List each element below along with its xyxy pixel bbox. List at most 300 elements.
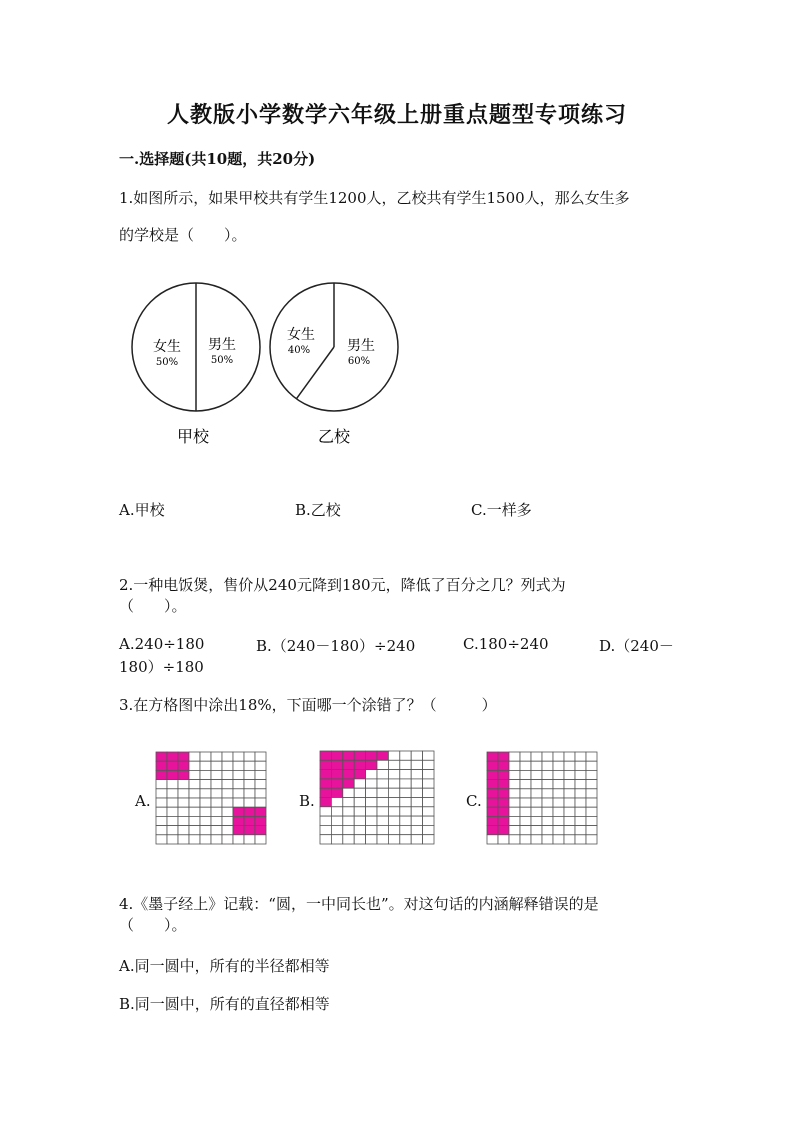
grid-cell: [244, 798, 255, 807]
grid-cell: [244, 835, 255, 844]
grid-cell: [189, 798, 200, 807]
grid-cell: [178, 816, 189, 825]
grid-cell: [586, 835, 597, 844]
grid-cell: [167, 807, 178, 816]
grid-cell: [200, 826, 211, 835]
grid-cell: [211, 770, 222, 779]
grid-cell: [354, 816, 365, 825]
grid-cell: [400, 798, 411, 807]
grid-cell: [553, 761, 564, 770]
q1-pie-figure: [0, 0, 794, 470]
grid-cell-filled: [498, 780, 509, 789]
grid-cell: [233, 780, 244, 789]
grid-cell: [167, 780, 178, 789]
grid-cell: [255, 835, 266, 844]
pie-chart-jia: [132, 283, 260, 446]
grid-cell: [331, 798, 342, 807]
grid-cell: [331, 835, 342, 844]
grid-cell: [244, 752, 255, 761]
grid-cell: [244, 770, 255, 779]
grid-cell: [222, 826, 233, 835]
grid-cell: [200, 798, 211, 807]
grid-cell: [320, 835, 331, 844]
grid-cell: [189, 770, 200, 779]
grid-cell: [388, 798, 399, 807]
grid-cell: [388, 807, 399, 816]
grid-cell: [575, 770, 586, 779]
grid-cell: [423, 835, 434, 844]
grid-cell: [531, 816, 542, 825]
grid-cell: [423, 816, 434, 825]
grid-cell: [520, 752, 531, 761]
grid-cell: [377, 770, 388, 779]
grid-cell: [178, 798, 189, 807]
grid-cell: [189, 752, 200, 761]
grid-cell: [520, 789, 531, 798]
grid-cell: [564, 826, 575, 835]
grid-cell: [189, 835, 200, 844]
grid-cell: [244, 789, 255, 798]
grid-cell: [343, 825, 354, 834]
grid-cell-filled: [498, 770, 509, 779]
grid-cell: [366, 798, 377, 807]
grid-cell: [564, 807, 575, 816]
grid-cell: [167, 816, 178, 825]
grid-cell: [531, 761, 542, 770]
grid-cell: [400, 770, 411, 779]
grid-cell: [377, 835, 388, 844]
grid-cell: [189, 761, 200, 770]
q1-option-b[interactable]: B.乙校: [295, 501, 341, 519]
grid-cell: [531, 826, 542, 835]
grid-cell: [542, 798, 553, 807]
grid-cell: [509, 752, 520, 761]
grid-cell: [520, 761, 531, 770]
grid-cell: [388, 779, 399, 788]
grid-cell: [222, 816, 233, 825]
grid-cell: [423, 751, 434, 760]
grid-cell-filled: [320, 770, 331, 779]
grid-cell-filled: [343, 751, 354, 760]
grid-cell: [222, 807, 233, 816]
grid-cell: [366, 825, 377, 834]
q1-option-a[interactable]: A.甲校: [119, 501, 165, 519]
pie-jia-girl-label: 女生: [153, 339, 181, 355]
grid-cell-filled: [487, 752, 498, 761]
grid-cell: [411, 816, 422, 825]
grid-cell: [531, 835, 542, 844]
grid-cell: [255, 761, 266, 770]
grid-cell: [520, 816, 531, 825]
grid-cell-filled: [331, 760, 342, 769]
grid-cell: [400, 825, 411, 834]
grid-cell: [542, 816, 553, 825]
grid-cell: [553, 835, 564, 844]
q1-text-line1: 1.如图所示，如果甲校共有学生1200人，乙校共有学生1500人，那么女生多: [119, 189, 630, 207]
grid-cell: [520, 835, 531, 844]
grid-cell: [411, 798, 422, 807]
grid-cell: [520, 780, 531, 789]
grid-cell: [531, 789, 542, 798]
grid-cell: [423, 760, 434, 769]
grid-cell-filled: [320, 751, 331, 760]
grid-cell: [178, 789, 189, 798]
grid-cell: [388, 816, 399, 825]
grid-cell: [564, 770, 575, 779]
grid-c: [487, 752, 597, 844]
grid-cell-filled: [354, 751, 365, 760]
grid-cell: [564, 816, 575, 825]
grid-cell-filled: [366, 751, 377, 760]
grid-cell: [542, 826, 553, 835]
grid-cell: [366, 788, 377, 797]
grid-cell: [564, 835, 575, 844]
grid-cell: [354, 798, 365, 807]
grid-cell: [423, 779, 434, 788]
grid-cell: [575, 835, 586, 844]
grid-cell-filled: [233, 826, 244, 835]
grid-cell: [553, 807, 564, 816]
grid-cell-filled: [354, 770, 365, 779]
grid-cell: [167, 798, 178, 807]
grid-cell: [586, 770, 597, 779]
grid-cell-filled: [498, 761, 509, 770]
q3-grid-label-b[interactable]: B.: [299, 792, 315, 810]
grid-cell: [200, 835, 211, 844]
grid-cell: [255, 789, 266, 798]
q2-text-line2: （ ）。: [119, 597, 187, 615]
grid-cell: [377, 825, 388, 834]
grid-cell: [320, 825, 331, 834]
grid-cell: [366, 770, 377, 779]
grid-cell: [400, 835, 411, 844]
grid-cell: [366, 807, 377, 816]
grid-cell: [509, 780, 520, 789]
grid-cell: [343, 798, 354, 807]
grid-cell-filled: [487, 798, 498, 807]
grid-cell-filled: [343, 779, 354, 788]
grid-cell: [509, 789, 520, 798]
grid-cell: [509, 770, 520, 779]
grid-cell-filled: [233, 807, 244, 816]
grid-cell: [156, 816, 167, 825]
grid-cell: [520, 770, 531, 779]
grid-cell: [211, 752, 222, 761]
grid-cell: [354, 825, 365, 834]
grid-cell: [377, 788, 388, 797]
grid-cell: [553, 752, 564, 761]
grid-cell: [366, 816, 377, 825]
grid-cell: [233, 789, 244, 798]
section-heading: 一.选择题(共10题，共20分): [119, 150, 316, 168]
grid-cell: [553, 798, 564, 807]
grid-cell: [189, 807, 200, 816]
grid-cell: [222, 752, 233, 761]
grid-cell: [211, 798, 222, 807]
q3-grid-label-a[interactable]: A.: [135, 792, 151, 810]
grid-cell: [343, 807, 354, 816]
q1-text-line2: 的学校是（ ）。: [119, 226, 247, 244]
pie-chart-yi: [270, 283, 398, 446]
grid-cell: [553, 770, 564, 779]
grid-cell: [575, 816, 586, 825]
grid-cell-filled: [178, 761, 189, 770]
grid-cell: [564, 798, 575, 807]
q2-option-d[interactable]: D.（240－: [599, 637, 674, 655]
q2-option-b[interactable]: B.（240－180）÷240: [256, 637, 416, 655]
grid-cell: [354, 779, 365, 788]
grid-cell: [331, 825, 342, 834]
grid-cell-filled: [498, 798, 509, 807]
grid-cell: [354, 788, 365, 797]
grid-cell: [411, 770, 422, 779]
grid-cell-filled: [255, 826, 266, 835]
grid-cell: [167, 835, 178, 844]
grid-cell: [400, 816, 411, 825]
grid-cell-filled: [178, 770, 189, 779]
grid-cell: [156, 835, 167, 844]
pie-jia-boy-label: 男生: [208, 337, 236, 353]
grid-cell-filled: [498, 826, 509, 835]
grid-cell: [233, 798, 244, 807]
grid-cell: [411, 779, 422, 788]
grid-cell: [509, 798, 520, 807]
grid-cell-filled: [487, 807, 498, 816]
grid-cell: [354, 807, 365, 816]
grid-cell: [542, 770, 553, 779]
q1-option-c[interactable]: C.一样多: [471, 501, 532, 519]
grid-cell: [377, 816, 388, 825]
grid-cell-filled: [233, 816, 244, 825]
q4-option-b[interactable]: B.同一圆中，所有的直径都相等: [119, 995, 330, 1013]
grid-cell: [553, 816, 564, 825]
grid-cell-filled: [320, 779, 331, 788]
grid-cell-filled: [255, 816, 266, 825]
grid-cell: [542, 807, 553, 816]
q3-grid-figures: [0, 740, 794, 850]
grid-cell: [575, 807, 586, 816]
q2-text-line1: 2.一种电饭煲，售价从240元降到180元，降低了百分之几？列式为: [119, 576, 566, 594]
grid-cell: [542, 780, 553, 789]
grid-cell: [233, 761, 244, 770]
grid-cell-filled: [167, 761, 178, 770]
grid-cell-filled: [498, 807, 509, 816]
grid-cell: [423, 770, 434, 779]
grid-cell: [156, 807, 167, 816]
grid-b: [320, 751, 434, 844]
q3-grid-label-c[interactable]: C.: [466, 792, 482, 810]
grid-cell: [343, 816, 354, 825]
grid-cell: [411, 788, 422, 797]
grid-cell: [377, 807, 388, 816]
grid-cell: [509, 835, 520, 844]
grid-cell: [388, 788, 399, 797]
q3-text-line1: 3.在方格图中涂出18%，下面哪一个涂错了？（ ）: [119, 696, 497, 714]
grid-cell: [411, 825, 422, 834]
grid-cell: [222, 761, 233, 770]
grid-cell: [233, 835, 244, 844]
grid-cell: [156, 798, 167, 807]
grid-cell: [586, 798, 597, 807]
grid-cell: [211, 789, 222, 798]
grid-cell: [520, 826, 531, 835]
pie-jia-boy-pct: 50%: [210, 355, 234, 366]
grid-cell: [178, 807, 189, 816]
grid-a: [156, 752, 266, 844]
grid-cell: [586, 807, 597, 816]
grid-cell-filled: [487, 789, 498, 798]
grid-cell: [586, 816, 597, 825]
grid-cell: [531, 798, 542, 807]
grid-cell: [343, 788, 354, 797]
grid-cell-filled: [487, 826, 498, 835]
grid-cell: [531, 807, 542, 816]
grid-cell: [377, 760, 388, 769]
grid-cell: [244, 761, 255, 770]
grid-cell: [211, 835, 222, 844]
grid-cell: [498, 835, 509, 844]
grid-cell: [520, 798, 531, 807]
pie-jia-girl-pct: 50%: [155, 357, 179, 368]
grid-cell-filled: [366, 760, 377, 769]
grid-cell-filled: [167, 770, 178, 779]
grid-cell-filled: [498, 816, 509, 825]
grid-cell-filled: [156, 752, 167, 761]
grid-cell: [331, 816, 342, 825]
grid-cell: [542, 752, 553, 761]
q4-text-line2: （ ）。: [119, 916, 187, 934]
grid-cell: [400, 788, 411, 797]
grid-cell: [244, 780, 255, 789]
grid-cell: [388, 751, 399, 760]
grid-cell: [388, 835, 399, 844]
grid-cell: [233, 770, 244, 779]
grid-cell: [178, 835, 189, 844]
grid-cell-filled: [487, 761, 498, 770]
grid-cell-filled: [331, 788, 342, 797]
grid-cell: [400, 807, 411, 816]
grid-cell: [156, 826, 167, 835]
grid-cell: [156, 789, 167, 798]
grid-cell: [200, 761, 211, 770]
grid-cell: [377, 798, 388, 807]
grid-cell: [388, 760, 399, 769]
grid-cell: [423, 798, 434, 807]
grid-cell: [255, 752, 266, 761]
grid-cell: [156, 780, 167, 789]
grid-cell: [423, 825, 434, 834]
grid-cell-filled: [156, 761, 167, 770]
q4-text-line1: 4.《墨子经上》记载：“圆，一中同长也”。对这句话的内涵解释错误的是: [119, 895, 599, 913]
grid-cell-filled: [498, 789, 509, 798]
grid-cell: [211, 816, 222, 825]
grid-cell: [586, 826, 597, 835]
pie-yi-girl-pct: 40%: [287, 345, 311, 356]
grid-cell-filled: [331, 770, 342, 779]
grid-cell-filled: [244, 807, 255, 816]
grid-cell: [167, 789, 178, 798]
grid-cell: [564, 789, 575, 798]
grid-cell: [211, 780, 222, 789]
grid-cell: [542, 835, 553, 844]
grid-cell: [222, 789, 233, 798]
grid-cell: [509, 816, 520, 825]
grid-cell-filled: [320, 788, 331, 797]
grid-cell: [255, 798, 266, 807]
grid-cell-filled: [487, 816, 498, 825]
grid-cell: [564, 761, 575, 770]
grid-cell-filled: [498, 752, 509, 761]
grid-cell: [423, 788, 434, 797]
grid-cell: [343, 835, 354, 844]
grid-cell: [411, 835, 422, 844]
pie-yi-caption: 乙校: [317, 427, 351, 446]
grid-cell: [189, 780, 200, 789]
grid-cell: [211, 761, 222, 770]
grid-cell: [575, 789, 586, 798]
grid-cell: [222, 835, 233, 844]
grid-cell: [542, 789, 553, 798]
grid-cell: [553, 826, 564, 835]
page-title: 人教版小学数学六年级上册重点题型专项练习: [166, 102, 627, 128]
grid-cell-filled: [244, 816, 255, 825]
grid-cell: [400, 751, 411, 760]
grid-cell: [553, 780, 564, 789]
grid-cell: [222, 770, 233, 779]
q2-option-d-continued: 180）÷180: [119, 658, 204, 676]
grid-cell-filled: [331, 751, 342, 760]
grid-cell: [400, 779, 411, 788]
grid-cell: [400, 760, 411, 769]
grid-cell: [377, 779, 388, 788]
grid-cell: [509, 807, 520, 816]
grid-cell: [542, 761, 553, 770]
q2-option-a[interactable]: A.240÷180: [119, 635, 205, 653]
grid-cell: [189, 816, 200, 825]
grid-cell: [388, 825, 399, 834]
grid-cell: [255, 780, 266, 789]
grid-cell: [320, 816, 331, 825]
grid-cell: [189, 789, 200, 798]
q2-option-c[interactable]: C.180÷240: [463, 635, 549, 653]
grid-cell: [233, 752, 244, 761]
grid-cell: [487, 835, 498, 844]
grid-cell: [200, 780, 211, 789]
grid-cell: [211, 807, 222, 816]
grid-cell: [586, 761, 597, 770]
pie-yi-girl-label: 女生: [287, 327, 315, 343]
grid-cell: [531, 770, 542, 779]
grid-cell: [509, 826, 520, 835]
grid-cell: [255, 770, 266, 779]
grid-cell: [388, 770, 399, 779]
grid-cell-filled: [244, 826, 255, 835]
grid-cell: [200, 816, 211, 825]
grid-cell-filled: [487, 770, 498, 779]
grid-cell-filled: [156, 770, 167, 779]
pie-yi-boy-pct: 60%: [347, 356, 371, 367]
grid-cell-filled: [377, 751, 388, 760]
grid-cell: [575, 780, 586, 789]
grid-cell: [366, 779, 377, 788]
q4-option-a[interactable]: A.同一圆中，所有的半径都相等: [119, 957, 330, 975]
grid-cell: [178, 826, 189, 835]
grid-cell: [531, 752, 542, 761]
grid-cell: [531, 780, 542, 789]
grid-cell: [586, 789, 597, 798]
grid-cell: [411, 760, 422, 769]
grid-cell: [411, 751, 422, 760]
